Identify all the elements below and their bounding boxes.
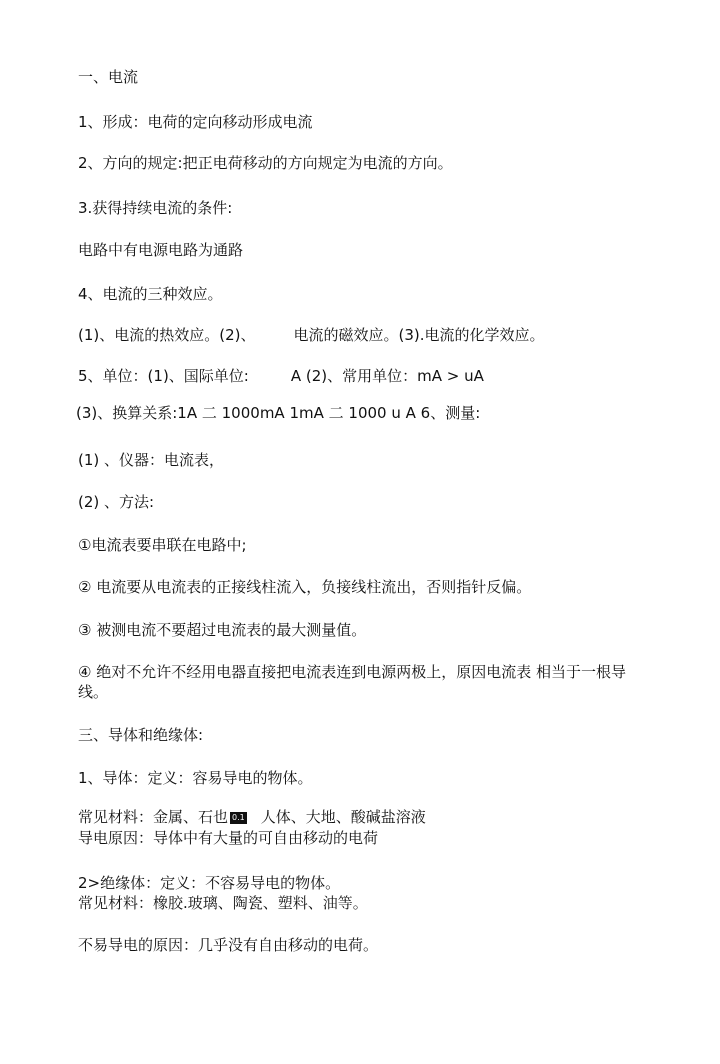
paragraph-insulator-materials: 常见材料：橡胶.玻璃、陶瓷、塑料、油等。 — [78, 894, 368, 912]
paragraph-circuit: 电路中有电源电路为通路 — [78, 241, 244, 259]
paragraph-units — [78, 366, 484, 386]
paragraph-formation: 1、形成：电荷的定向移动形成电流 — [78, 113, 313, 131]
paragraph-conversion: (3)、换算关系:1A 二 1000mA 1mA 二 1000 u A 6、测量: — [76, 404, 481, 422]
rule-1: ①电流表要串联在电路中; — [78, 536, 247, 554]
paragraph-conductor-materials — [78, 807, 426, 827]
paragraph-effects: 4、电流的三种效应。 — [78, 285, 223, 303]
paragraph-conductor-reason: 导电原因：导体中有大量的可自由移动的电荷 — [78, 829, 379, 847]
effect-list-part1: (1)、电流的热效应。(2)、 — [78, 326, 256, 344]
paragraph-effect-list — [78, 325, 545, 345]
rule-2: ② 电流要从电流表的正接线柱流入，负接线柱流出，否则指针反偏。 — [78, 578, 532, 596]
paragraph-insulator-reason: 不易导电的原因：几乎没有自由移动的电荷。 — [78, 936, 379, 954]
heading-current: 一、电流 — [78, 68, 139, 86]
paragraph-method: (2) 、方法: — [78, 493, 155, 511]
paragraph-conductor-definition: 1、导体：定义：容易导电的物体。 — [78, 769, 313, 787]
inline-badge: 0.1 — [232, 813, 245, 822]
paragraph-direction: 2、方向的规定:把正电荷移动的方向规定为电流的方向。 — [78, 154, 453, 172]
materials-part1: 常见材料：金属、石也 — [78, 808, 229, 826]
rule-4: ④ 绝对不允许不经用电器直接把电流表连到电源两极上，原因电流表 相当于一根导线。 — [78, 663, 626, 701]
heading-conductors: 三、导体和绝缘体: — [78, 726, 204, 744]
units-part1: 5、单位：(1)、国际单位: — [78, 367, 249, 385]
units-part2: A (2)、常用单位：mA > uA — [290, 367, 484, 385]
paragraph-instrument: (1) 、仪器：电流表， — [78, 451, 225, 469]
materials-part2: 人体、大地、酸碱盐溶液 — [260, 808, 426, 826]
effect-list-part2: 电流的磁效应。(3).电流的化学效应。 — [293, 326, 545, 344]
paragraph-insulator-definition: 2>绝缘体：定义：不容易导电的物体。 — [78, 874, 341, 892]
paragraph-condition: 3.获得持续电流的条件: — [78, 199, 233, 217]
rule-3: ③ 被测电流不要超过电流表的最大测量值。 — [78, 621, 367, 639]
